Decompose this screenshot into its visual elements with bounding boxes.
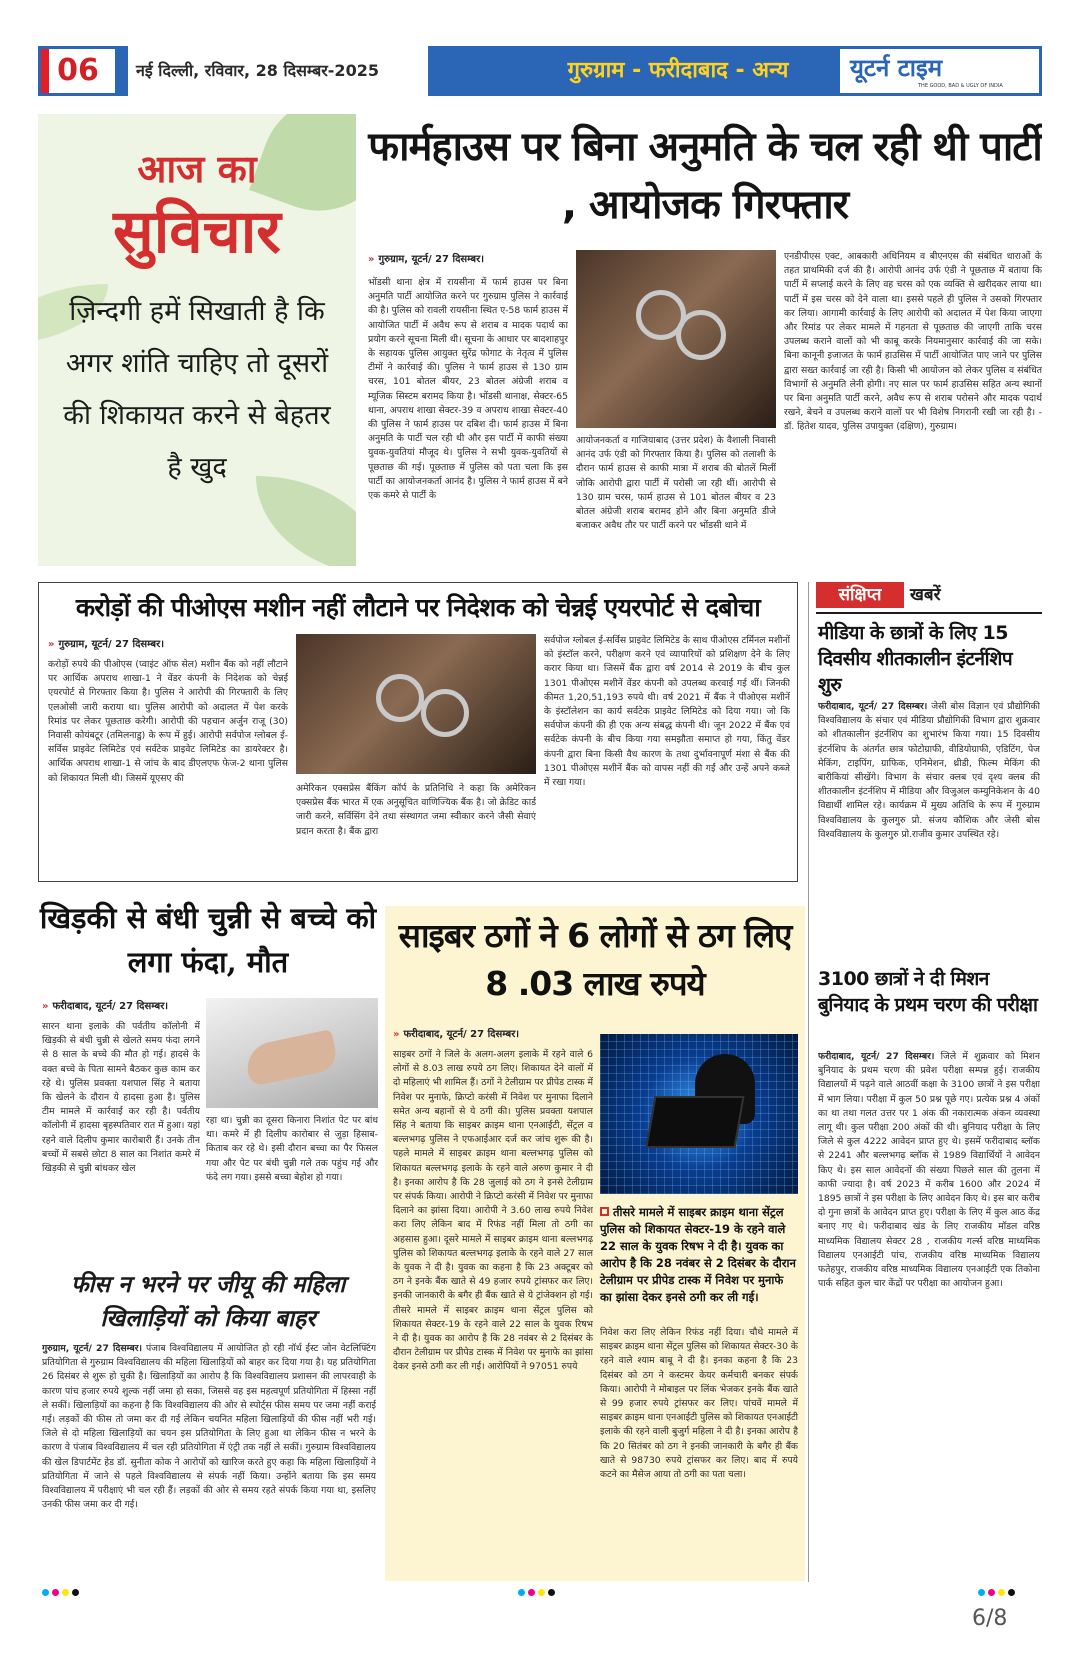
handcuffs-photo <box>576 250 776 428</box>
story5-column2: निवेश करा लिए लेकिन रिफंड नहीं दिया। चौथे मामले में साइबर क्राइम थाना सेंट्रल पुलिस को शिकायत सेक्टर-30 के रहने वाले श्याम बाबू ने दी है। इनका कहना है कि 23 दिसंबर को ठग ने कस्टमर केयर कर्मचारी बनकर संपर्क किया। आरोपी ने मोबाइल पर लिंक भेजकर इनके बैंक खाते से 99 हजार रुपये ट्रांसफर कर लिए। पांचवें मामले में साइबर क्राइम थाना एनआईटी पुलिस को शिकायत एनआईटी इलाके की रहने वाली बुजुर्ग महिला ने दी है। इनका आरोप है कि 20 सितंबर को ठग ने इनकी जानकारी के बगैर ही बैंक खाते से 98730 रुपये ट्रांसफर कर लिए। बाद में रुपये कटने का मैसेज आया तो ठगी का पता चला। <box>600 1327 798 1481</box>
briefs-label-b: खबरें <box>910 585 941 605</box>
page-number: 06 <box>57 53 99 88</box>
brief2-text: जिले में शुक्रवार को मिशन बुनियाद के प्रथम चरण की प्रवेश परीक्षा सम्पन्न हुई। राजकीय विद्यालयों में पढ़ने वाले आठवीं कक्षा के 3100 छात्रों ने इस परीक्षा में भाग लिया। परीक्षा में कुल 50 प्रश्न पूछे गए। प्रत्येक प्रश्न 4 अंकों का था तथा गलत उत्तर पर 1 अंक की नकारात्मक अंकन व्यवस्था लागू थी। कुल परीक्षा 200 अंकों की थी। बुनियाद परीक्षा के लिए जिले से कुल 4222 आवेदन प्राप्त हुए थे। इसमें फरीदाबाद ब्लॉक से 2241 और बल्लभगढ़ ब्लॉक से 1989 विद्यार्थियों ने आवेदन किए थे। इस साल आवेदनों की संख्या पिछले साल की तुलना में काफी ज्यादा है। वर्ष 2023 में करीब 1600 और 2024 में 1895 छात्रों ने इस परीक्षा के लिए आवेदन किए थे। इस बार करीब दो गुना छात्रों के आवेदन प्राप्त हुए। परीक्षा के लिए में कुल आठ केंद्र बनाए गए थे। फरीदाबाद खंड के लिए राजकीय मॉडल वरिष्ठ माध्यमिक विद्यालय सेक्टर 28 , राजकीय गर्ल्स वरिष्ठ माध्यमिक विद्यालय एनआईटी पांच, राजकीय वरिष्ठ माध्यमिक विद्यालय फतेहपुर, राजकीय वरिष्ठ माध्यमिक विद्यालय एनआईटी एक तिकोना पार्क सहित कुल चार केंद्रों पर परीक्षा का आयोजन हुआ। <box>818 1051 1040 1290</box>
cuff-ring <box>376 674 424 722</box>
handcuffs-photo-2 <box>296 634 536 774</box>
dot-yellow <box>538 1589 545 1596</box>
dot-magenta <box>528 1589 535 1596</box>
suvichar-title-line1: आज का <box>137 146 257 191</box>
story3-column1: सारन थाना इलाके की पर्वतीय कॉलोनी में खिड़की से बंधी चुन्नी से खेलते समय फंदा लगने से 8 साल के बच्चे की मौत हो गई। हादसे के वक्त बच्चे के पिता सामने बैठकर कुछ काम कर रहे थे। पुलिस प्रवक्ता यशपाल सिंह ने बताया कि खेलने के दौरान ये हादसा हुआ है। पुलिस टीम मामले में कार्रवाई कर रही है। पर्वतीय कॉलोनी में हादसा बृहस्पतिवार रात में हुआ। यहां रहने वाले दिलीप कुमार कारोबारी हैं। उनके तीन बच्चों में सबसे छोटा 8 साल का निशांत कमरे में खिड़की से चुन्नी बांधकर खेल <box>42 1021 200 1175</box>
laptop-icon <box>645 1096 744 1148</box>
column-divider <box>808 582 809 1582</box>
cyber-crime-photo <box>600 1034 798 1194</box>
dot-magenta <box>52 1589 59 1596</box>
chevron-icon: » <box>48 639 55 650</box>
pull-quote-text: तीसरे मामले में साइबर क्राइम थाना सेंट्रल पुलिस को शिकायत सेक्टर-19 के रहने वाले 22 साल के युवक रिषभ ने दी है। युवक का आरोप है कि 28 नवंबर से 2 दिसंबर के दौरान टेलीग्राम पर प्रीपेड टास्क में निवेश पर मुनाफे का झांसा देकर इनसे ठगी कर ली गई। <box>600 1205 796 1304</box>
story5-dateline-text: फरीदाबाद, यूटर्न/ 27 दिसम्बर। <box>403 1029 520 1040</box>
logo-text: यूटर्न टाइम <box>850 53 943 82</box>
registration-dots <box>978 1589 1015 1596</box>
hand-photo <box>206 998 378 1108</box>
brief2-body <box>818 1050 1040 1598</box>
divider <box>816 612 1042 614</box>
square-bullet-icon <box>600 1207 609 1216</box>
masthead-bar <box>38 46 1042 96</box>
section-title: गुरुग्राम - फरीदाबाद - अन्य <box>567 58 789 83</box>
story2-dateline-text: गुरुग्राम, यूटर्न/ 27 दिसम्बर। <box>58 639 164 650</box>
logo-tagline: THE GOOD, BAD & UGLY OF INDIA <box>918 83 1003 89</box>
dot-cyan <box>978 1589 985 1596</box>
dot-black <box>548 1589 555 1596</box>
story2-column2: अमेरिकन एक्सप्रेस बैंकिंग कॉर्प के प्रतिनिधि ने कहा कि अमेरिकन एक्सप्रेस बैंक भारत में एक अनुसूचित वाणिज्यिक बैंक है। जो क्रेडिट कार्ड जारी करने, सर्विसिंग देने तथा संस्थागत जमा स्वीकार करने जैसी सेवाएं प्रदान करता है। बैंक द्वारा <box>296 783 536 837</box>
cuff-ring <box>421 689 469 737</box>
dot-black <box>1008 1589 1015 1596</box>
story1-dateline <box>368 251 568 265</box>
dot-cyan <box>42 1589 49 1596</box>
cuff-ring <box>676 310 726 360</box>
registration-dots <box>518 1589 555 1596</box>
page-number-accent <box>41 49 49 93</box>
newspaper-page <box>38 36 1042 1606</box>
brief2-headline: 3100 छात्रों ने दी मिशन बुनियाद के प्रथम चरण की परीक्षा <box>818 968 1038 1016</box>
story1-column1: भोंडसी थाना क्षेत्र में रायसीना में फार्म हाउस पर बिना अनुमति पार्टी आयोजित करने पर गुरुग्राम पुलिस ने कार्रवाई की है। पुलिस को रावली रायसीना स्थित ए-58 फार्म हाउस में आयोजित पार्टी में अवैध रूप से शराब व मादक पदार्थ का प्रयोग करने सूचना मिली थी। सूचना के आधार पर बादशाहपुर के सहायक पुलिस आयुक्त सुरेंद्र फोगाट के नेतृत्व में पुलिस टीमों ने कार्रवाई की। पुलिस ने फार्म हाउस से 130 ग्राम चरस, 101 बोतल बीयर, 23 बोतल अंग्रेजी शराब व म्यूजिक सिस्टम बरामद किया है। भोंडसी थानाक्ष, सेक्टर-65 थाना, अपराध शाखा सेक्टर-39 व अपराध शाखा सेक्टर-40 की पुलिस ने फार्म हाउस पर दबिश दी। फार्म हाउस में बिना अनुमति के पार्टी चल रही थी और इस पार्टी में काफी संख्या युवक-युवतियां मौजूद थे। पुलिस ने सभी युवक-युवतियों से पूछताछ की गई। पूछताछ में पुलिस को पता चला कि इस पार्टी का आयोजनकर्ता आनंद है। पुलिस ने फार्म हाउस में बने एक कमरे से पार्टी के <box>368 277 568 502</box>
date-line: नई दिल्ली, रविवार, 28 दिसम्बर-2025 <box>128 46 428 96</box>
registration-dots <box>42 1589 79 1596</box>
suvichar-box <box>38 114 356 566</box>
story1-column3: एनडीपीएस एक्ट, आबकारी अधिनियम व बीएनएस की संबंधित धाराओं के तहत प्राथमिकी दर्ज की है। आरोपी आनंद उर्फ एंडी ने पूछताछ में बताया कि पार्टी में सप्लाई करने के लिए वह चरस को एक व्यक्ति से खरीदकर लाया था। पार्टी में इस चरस को देने वाला था। इससे पहले ही पुलिस ने उसको गिरफ्तार कर लिया। आगामी कार्रवाई के लिए आरोपी को अदालत में पेश किया जाएगा और रिमांड पर लेकर मामले में गहनता से पूछताछ की जाएगी ताकि चरस उपलब्ध कराने वालों को भी काबू करके नियमानुसार कार्रवाई की जा सके। बिना कानूनी इजाजत के फार्म हाउसिस में पार्टी आयोजित पाए जाने पर पुलिस द्वारा सख्त कार्रवाई जा रही है। किसी भी आयोजन को लेकर पुलिस व संबंधित विभागों से अनुमति लेनी होगी। नए साल पर फार्म हाउसिस सहित अन्य स्थानों पर बिना अनुमति पार्टी करने, अवैध रूप से शराब परोसने और मादक पदार्थ रखने, बेचने व उपलब्ध कराने वालों पर भी विशेष निगरानी रखी जा रही है। - डॉ. हितेश यादव, पुलिस उपायुक्त (दक्षिण), गुरुग्राम। <box>784 251 1042 433</box>
story1-headline: फार्महाउस पर बिना अनुमति के चल रही थी पार्टी , आयोजक गिरफ्तार <box>368 124 1042 228</box>
story4-body <box>42 1342 376 1592</box>
briefs-header <box>816 582 1042 612</box>
story3-column2: रहा था। चुन्नी का दूसरा किनारा निशांत पेट पर बांध था। कमरे में ही दिलीप कारोबार से जुड़ा हिसाब-किताब कर रहे थे। इसी दौरान बच्चा का पैर फिसल गया और पेट पर बंधी चुन्नी गले तक पहुंच गई और फंदे लग गया। इससे बच्चा बेहोश हो गया। <box>206 1115 378 1183</box>
dot-yellow <box>62 1589 69 1596</box>
dot-yellow <box>998 1589 1005 1596</box>
hand-shape <box>243 1029 339 1087</box>
brief1-dateline: फरीदाबाद, यूटर्न/ 27 दिसम्बर। <box>818 701 928 712</box>
story3-headline: खिड़की से बंधी चुन्नी से बच्चे को लगा फंदा, मौत <box>39 901 377 979</box>
story5-column1: साइबर ठगों ने जिले के अलग-अलग इलाके में रहने वाले 6 लोगों से 8.03 लाख रुपये ठग लिए। शिकायत देने वालों में दो महिलाएं भी शामिल हैं। ठगों ने टेलीग्राम पर प्रीपेड टास्क में निवेश पर मुनाफे, क्रिप्टो करंसी में निवेश पर मुनाफा दिलाने समेत अन्य बहानों से ये ठगी की। पुलिस प्रवक्ता यशपाल सिंह ने बताया कि साइबर क्राइम थाना एनआईटी, सेंट्रल व बल्लभगढ़ पुलिस ने एफआईआर दर्ज कर जांच शुरू की है। पहले मामले में साइबर क्राइम थाना बल्लभगढ़ पुलिस को शिकायत बल्लभगढ़ इलाके के रहने वाले अरुण कुमार ने दी है। इनका आरोप है कि 28 जुलाई को ठग ने इनसे टेलीग्राम पर संपर्क किया। आरोपी ने क्रिप्टो करंसी में निवेश पर मुनाफा दिलाने का झांसा दिया। आरोपी ने 3.60 लाख रुपये निवेश करा लिए लेकिन बाद में रिफंड नहीं मिला तो ठगी का अहसास हुआ। दूसरे मामले में साइबर क्राइम थाना बल्लभगढ़ पुलिस को शिकायत बल्लभगढ़ इलाके के रहने वाले 27 साल के युवक ने दी है। युवक का कहना है कि 23 अक्टूबर को ठग ने इनके बैंक खाते से 49 हजार रुपये ट्रांसफर कर लिए। इनकी जानकारी के बगैर ही बैंक खाते से ये ट्रांजेक्शन हो गई। तीसरे मामले में साइबर क्राइम थाना सेंट्रल पुलिस को शिकायत सेक्टर-19 के रहने वाले 22 साल के युवक रिषभ ने दी है। युवक का आरोप है कि 28 नवंबर से 2 दिसंबर के दौरान टेलीग्राम पर प्रीपेड टास्क में निवेश पर मुनाफे का झांसा देकर इनसे ठगी कर ली गई। आरोपियों ने 97051 रुपये <box>393 1049 593 1373</box>
story4-dateline: गुरुग्राम, यूटर्न/ 27 दिसम्बर। <box>42 1343 143 1354</box>
suvichar-quote: ज़िन्दगी हमें सिखाती है कि अगर शांति चाहिए तो दूसरों की शिकायत करने से बेहतर है खुद <box>63 296 331 483</box>
story4-text: पंजाब विश्वविद्यालय में आयोजित हो रही नॉर्थ ईस्ट जोन वेटलिफ्टिंग प्रतियोगिता से गुरुग्राम विश्वविद्यालय की महिला खिलाड़ियों को बाहर कर दिया गया है। यह प्रतियोगिता 26 दिसंबर से शुरू हो चुकी है। खिलाड़ियों का आरोप है कि विश्वविद्यालय प्रशासन की लापरवाही के कारण पांच हजार रुपये शुल्क नहीं जमा हो सका, जिससे वह इस महत्वपूर्ण प्रतियोगिता में हिस्सा नहीं ले सकीं। खिलाड़ियों का कहना है कि विश्वविद्यालय की ओर से स्पोर्ट्स फीस समय पर जमा नहीं कराई गई। लड़कों की फीस तो जमा कर दी गई लेकिन चयनित महिला खिलाड़ियों की फीस नहीं भरी गई। जिले से दो महिला खिलाड़ियों का चयन इस प्रतियोगिता के लिए हुआ था लेकिन फीस न भरने के कारण वे पंजाब विश्वविद्यालय में चल रही प्रतियोगिता में एंट्री तक नहीं ले सकीं। गुरुग्राम विश्वविद्यालय की खेल डिपार्टमेंट हेड डॉ. सुनीता कोक ने आरोपों को खारिज करते हुए कहा कि महिला खिलाड़ियों ने प्रतियोगिता में जाने से पहले विश्वविद्यालय से संपर्क नहीं किया। उन्होंने बताया कि इस समय विश्वविद्यालय में परीक्षाएं भी चल रही हैं। लड़कों की ओर से समय रहते संपर्क किया गया था, इसलिए उनकी फीस जमा कर दी गई। <box>42 1343 376 1511</box>
brief1-headline: मीडिया के छात्रों के लिए 15 दिवसीय शीतकालीन इंटर्नशिप शुरु <box>818 622 1013 696</box>
dot-black <box>72 1589 79 1596</box>
brief1-body <box>818 700 1040 962</box>
chevron-icon: » <box>393 1029 400 1040</box>
story4-headline: फीस न भरने पर जीयू की महिला खिलाड़ियों को किया बाहर <box>70 1271 346 1332</box>
story3-dateline-text: फरीदाबाद, यूटर्न/ 27 दिसम्बर। <box>52 1001 169 1012</box>
story1-dateline-text: गुरुग्राम, यूटर्न/ 27 दिसम्बर। <box>378 254 484 265</box>
newspaper-logo <box>837 46 1042 96</box>
dot-cyan <box>518 1589 525 1596</box>
brief1-text: जेसी बोस विज्ञान एवं प्रौद्योगिकी विश्वविद्यालय के संचार एवं मीडिया प्रौद्योगिकी विभाग द्वारा शुक्रवार को शीतकालीन इंटर्नशिप का शुभारंभ किया गया। 15 दिवसीय इंटर्नशिप के अंतर्गत छात्र फोटोग्राफी, वीडियोग्राफी, एडिटिंग, पेज मेकिंग, टाइपिंग, ग्राफिक, एनिमेशन, थ्रीडी, फिल्म मेकिंग की बारीकियां सीखेंगे। विभाग के संचार क्लब एवं दृश्य क्लब की शीतकालीन इंटर्नशिप में मीडिया और विजुअल कम्युनिकेशन के 40 विद्यार्थी शामिल रहे। कार्यक्रम में मुख्य अतिथि के रूप में गुरुग्राम विश्वविद्यालय के कुलगुरु प्रो. संजय कौशिक और जेसी बोस विश्वविद्यालय के कुलगुरु प्रो.राजीव कुमार उपस्थित रहे। <box>818 701 1040 840</box>
chevron-icon: » <box>368 254 375 265</box>
story1-column2: आयोजनकर्ता व गाजियाबाद (उत्तर प्रदेश) के वैशाली निवासी आनंद उर्फ एंडी को गिरफ्तार किया है। पुलिस को तलाशी के दौरान फार्म हाउस से काफी मात्रा में शराब की बोतलें मिलीं जोकि आरोपी द्वारा पार्टी में परोसी जा रही थीं। आरोपी से 130 ग्राम चरस, फार्म हाउस से 101 बोतल बीयर व 23 बोतल अंग्रेजी शराब बरामद होने और बिना अनुमति डीजे बजाकर अवैध तौर पर पार्टी करने पर भोंडसी थाने में <box>576 435 776 532</box>
page-number-box <box>38 46 118 96</box>
page-indicator: 6/8 <box>972 1606 1008 1631</box>
chevron-icon: » <box>42 1001 49 1012</box>
story3-dateline <box>42 998 212 1012</box>
dot-magenta <box>988 1589 995 1596</box>
briefs-label-a: संक्षिप्त <box>816 582 904 608</box>
story2-headline: करोड़ों की पीओएस मशीन नहीं लौटाने पर निदेशक को चेन्नई एयरपोर्ट से दबोचा <box>75 593 761 622</box>
story5-dateline <box>393 1026 593 1040</box>
story5-headline: साइबर ठगों ने 6 लोगों से ठग लिए 8 .03 लाख रुपये <box>398 916 792 1003</box>
story2-column3: सर्वपोज ग्लोबल ई-सर्विस प्राइवेट लिमिटेड के साथ पीओएस टर्मिनल मशीनों को इंस्टॉल करने, परीक्षण करने एवं व्यापारियों को प्रशिक्षण देने के लिए करार किया था। जिसमें बैंक द्वारा वर्ष 2014 से 2019 के बीच कुल 1301 पीओएस मशीनें वेंडर कंपनी को उपलब्ध करवाई गई थीं। जिनकी कीमत 1,20,51,193 रुपये थी। वर्ष 2021 में बैंक ने पीओएस मशीनें के इंस्टॉलेशन का कार्य सर्वटेक प्राइवेट लिमिटेड को दिया गया। जो कि सर्वपोज कंपनी की ही एक अन्य संबद्ध कंपनी थी। जून 2022 में बैंक एवं सर्वटेक कंपनी के बीच किया गया समझौता समाप्त हो गया, किंतु वेंडर कंपनी द्वारा बिना किसी वैध कारण के तथा दुर्भावनापूर्ण मंशा से बैंक की 1301 पीओएस मशीनें बैंक को वापस नहीं की गईं और उन्हें अपने कब्जे में रखा गया। <box>544 635 790 789</box>
brief2-dateline: फरीदाबाद, यूटर्न/ 27 दिसम्बर। <box>818 1051 935 1062</box>
story2-column1: करोड़ों रुपये की पीओएस (प्वाइंट ऑफ सेल) मशीन बैंक को नहीं लौटाने पर आर्थिक अपराध शाखा-1 ने वेंडर कंपनी के निदेशक को चेन्नई एयरपोर्ट से गिरफ्तार किया है। पुलिस ने आरोपी की गिरफ्तारी के लिए एलओसी जारी कराया था। पुलिस आरोपी को अदालत में पेश करके रिमांड पर लेकर पूछताछ करेगी। आरोपी की पहचान अर्जुन राजू (30) निवासी कोयंबटूर (तमिलनाडु) के रूप में हुई। आरोपी सर्वपोज ग्लोबल ई-सर्विस प्राइवेट लिमिटेड एवं सर्वटेक प्राइवेट लिमिटेड का डायरेक्टर है। आर्थिक अपराध शाखा-1 से जांच के बाद डीएलएफ फेज-2 थाना पुलिस को शिकायत मिली थी। जिसमें यूएसए की <box>48 659 288 784</box>
story2-dateline <box>48 636 288 650</box>
suvichar-title-line2: सुविचार <box>113 197 281 267</box>
story5-pull-quote <box>600 1204 798 1306</box>
